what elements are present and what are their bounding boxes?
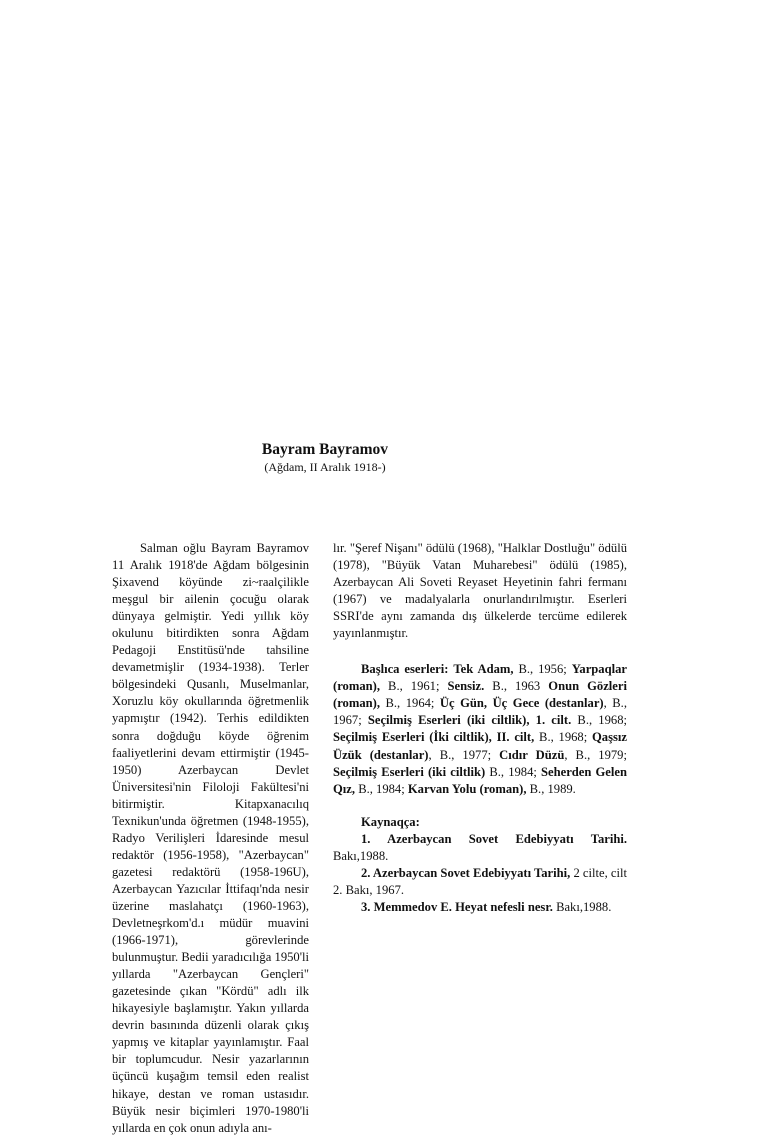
work-detail: B., 1963 bbox=[484, 679, 549, 694]
works-heading: Başlıca eserleri: bbox=[361, 662, 449, 677]
biography-text: Salman oğlu Bayram Bayramov 11 Aralık 1918'de Ağdam bölgesinin Şixavend köyünde zi~raalçilikle meşgul bir ailenin çocuğu olarak dünyaya gelmiştir. Yedi yıllık köy okulunu bitirdikten sonra Ağdam Pedagoji Enstitüsü'nde tahsiline devametmişlir (1934-1938). Terler bölgesindeki Qusanlı, Muselmanlar, Xoruzlu köy okullarında öğretmenlik yapmıştır (1942). Terhis edildikten sonra doğduğu köyde öğrenim faaliyetlerini devam ettirmiştir (1945-1950) Azerbaycan Devlet Üniversitesi'nin Filoloji Fakültesi'ni bitirmiştir. Kitapxanacılıq Texnikun'unda öğretmen (1948-1955), Radyo Verilişleri İdaresinde mesul redaktör (1956-1958), "Azerbaycan" gazetesi redaktörü (1958-196U), Azerbaycan Yazıcılar İttifaqı'nda nesir üzerine maslahatçı (1960-1963), Devletneşrkom'd.ı müdür muavini (1966-1971), görevlerinde bulunmuştur. Bedii yaradıcılığa 1950'li yıllarda "Azerbaycan Gençleri" gazetesinde çıkan "Kördü" adlı ilk hikayesiyle başlamıştır. Yakın yıllarda devrin basınında düzenli olarak çıkış yapmış ve kitaplar yayınlamıştır. Faal bir toplumcudur. Nesir yazarlarının üçüncü kuşağım temsil eden realist hikaye, destan ve roman ustasıdır. Büyük nesir biçimleri 1970-1980'li yıllarda en çok onun adıyla anı- bbox=[112, 541, 309, 1135]
work-detail: , B., 1977; bbox=[428, 747, 500, 762]
left-column bbox=[112, 540, 309, 1137]
work-title: Onun Gözleri (roman), bbox=[333, 679, 627, 711]
source-detail: Bakı,1988. bbox=[333, 848, 389, 863]
sources-heading-label: Kaynaqça: bbox=[361, 814, 420, 829]
biography-continuation: lır. "Şeref Nişanı" ödülü (1968), "Halklar Dostluğu" ödülü (1978), "Büyük Vatan Muharebesi" ödülü (1985), Azerbaycan Ali Soveti Reyaset Heyetinin fahri fermanı (1967) ve madalyalarla onurlandırılmıştır. Eserleri SSRI'de aynı zamanda dış ülkelerde tercüme edilerek yayınlanmıştır. bbox=[333, 541, 627, 641]
work-detail: B., 1964; bbox=[380, 696, 440, 711]
sources-list bbox=[333, 831, 627, 916]
source-detail: 2 cilte, cilt 2. Bakı, 1967. bbox=[333, 865, 628, 897]
source-item bbox=[333, 865, 627, 899]
works-paragraph bbox=[333, 661, 627, 797]
work-detail: B., 1984; bbox=[355, 781, 408, 796]
article-subtitle: (Ağdam, II Aralık 1918-) bbox=[264, 460, 386, 474]
work-detail: B., 1961; bbox=[380, 679, 448, 694]
work-title: Tek Adam, bbox=[453, 662, 514, 677]
work-title: Yarpaqlar (roman), bbox=[333, 662, 627, 694]
work-detail: , B., 1979; bbox=[564, 747, 627, 762]
work-detail: B., 1968; bbox=[571, 713, 627, 728]
source-title: 1. Azerbaycan Sovet Edebiyyatı Tarihi. bbox=[361, 831, 627, 846]
source-title: 2. Azerbaycan Sovet Edebiyyatı Tarihi, bbox=[361, 865, 571, 880]
work-detail: B., 1984; bbox=[485, 764, 542, 779]
work-title: Sensiz. bbox=[447, 679, 485, 694]
article-title: Bayram Bayramov bbox=[261, 441, 389, 458]
work-detail: B., 1968; bbox=[534, 730, 593, 745]
work-title: Seçilmiş Eserleri (İki ciltlik), II. cilt, bbox=[333, 730, 535, 745]
work-title: Seherden Gelen Qız, bbox=[333, 764, 627, 796]
source-item bbox=[333, 831, 627, 865]
work-title: Üç Gün, Üç Gece (destanlar) bbox=[439, 696, 604, 711]
work-title: Qaşsız Üzük (destanlar) bbox=[333, 730, 627, 762]
work-detail: , B., 1967; bbox=[333, 696, 627, 728]
work-title: Seçilmiş Eserleri (iki ciltlik) bbox=[333, 764, 486, 779]
work-title: Seçilmiş Eserleri (iki ciltlik), 1. cilt. bbox=[367, 713, 572, 728]
work-title: Karvan Yolu (roman), bbox=[407, 781, 527, 796]
source-detail: Bakı,1988. bbox=[552, 899, 612, 914]
work-detail: B., 1989. bbox=[526, 781, 576, 796]
work-detail: B., 1956; bbox=[513, 662, 572, 677]
source-title: 3. Memmedov E. Heyat nefesli nesr. bbox=[361, 899, 553, 914]
works-list bbox=[333, 662, 627, 795]
source-item bbox=[333, 899, 627, 916]
sources-heading bbox=[333, 814, 627, 831]
work-title: Cıdır Düzü bbox=[499, 747, 565, 762]
right-column bbox=[333, 540, 627, 916]
